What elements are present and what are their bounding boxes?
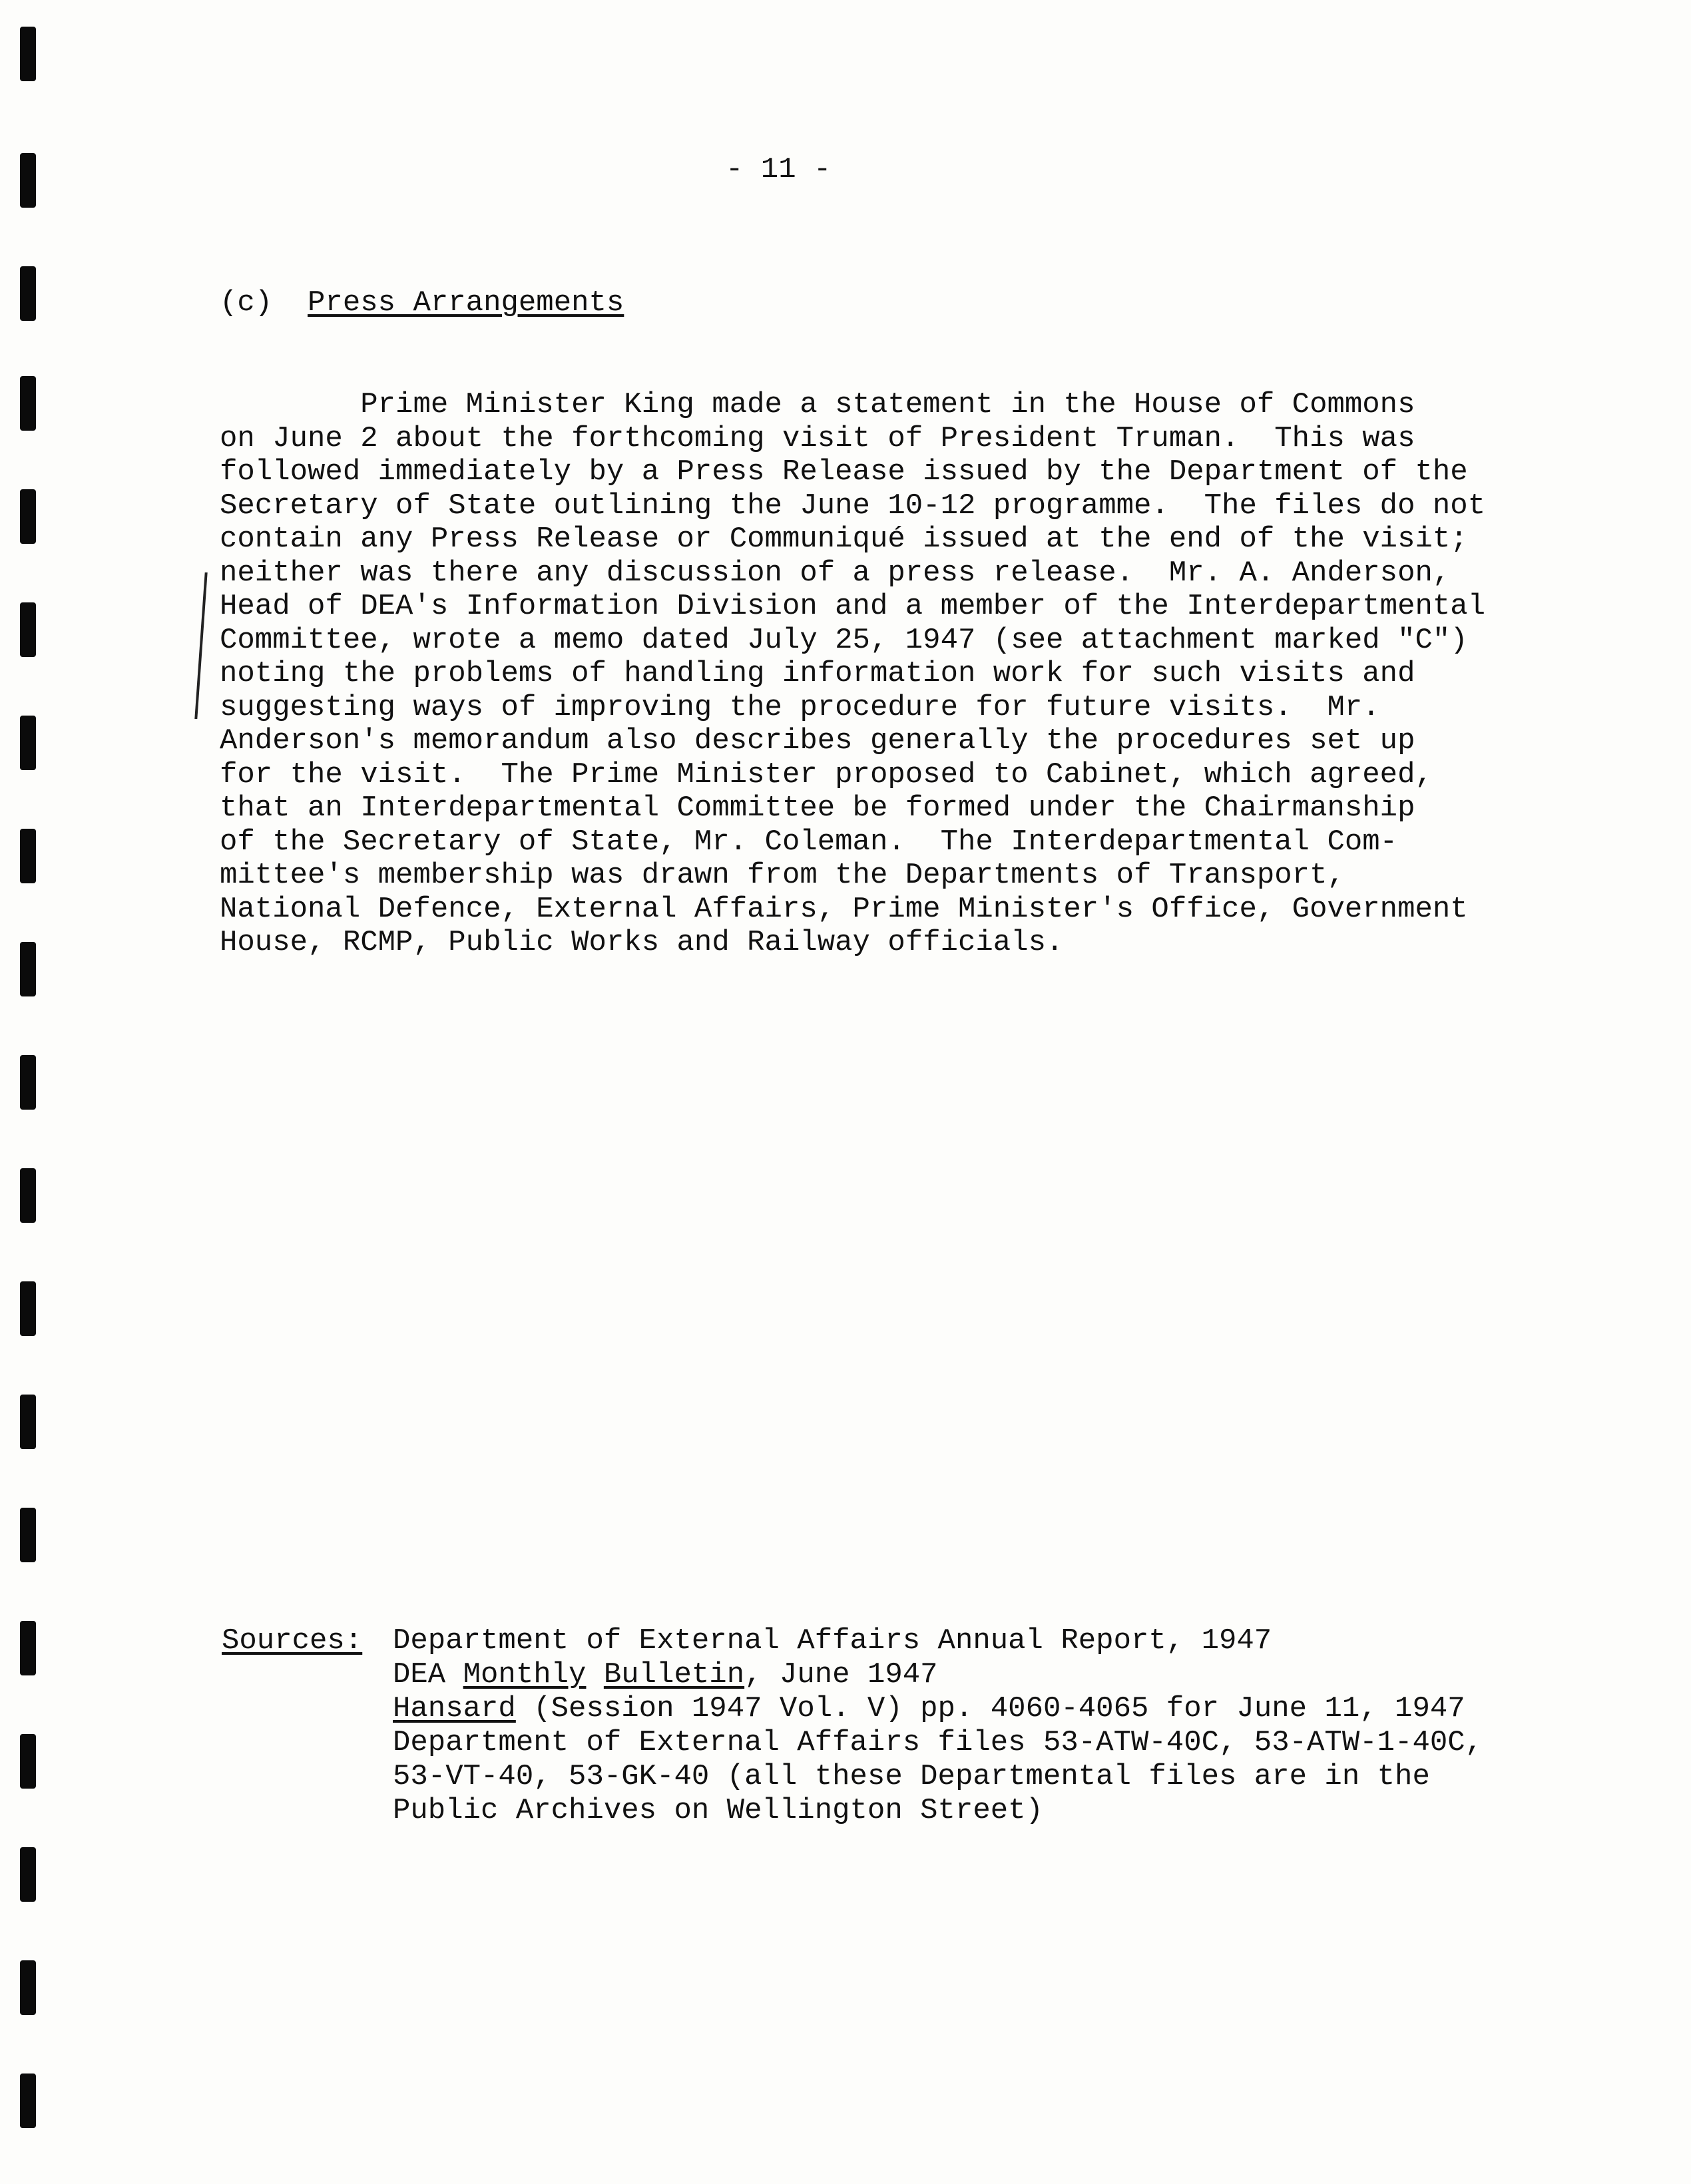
binder-hole	[20, 1621, 36, 1675]
binder-hole	[20, 1395, 36, 1449]
body-line: Prime Minister King made a statement in the House of Commons	[220, 388, 1415, 421]
margin-annotation-mark	[194, 572, 214, 719]
body-line: for the visit. The Prime Minister proposed to Cabinet, which agreed,	[220, 758, 1433, 791]
body-line: Head of DEA's Information Division and a member of the Interdepartmental	[220, 590, 1486, 623]
binder-hole	[20, 829, 36, 883]
source-entry: 53-VT-40, 53-GK-40 (all these Departmental files are in the	[393, 1760, 1430, 1793]
binder-hole	[20, 489, 36, 544]
source-entry	[393, 1658, 1658, 1692]
binder-hole	[20, 1508, 36, 1562]
sources-list	[393, 1624, 1658, 1828]
binder-hole	[20, 942, 36, 996]
body-line: suggesting ways of improving the procedure for future visits. Mr.	[220, 690, 1380, 724]
binder-hole	[20, 1847, 36, 1902]
body-line: Anderson's memorandum also describes generally the procedures set up	[220, 724, 1415, 758]
source-text: (Session 1947 Vol. V) pp. 4060-4065 for June 11, 1947	[515, 1692, 1465, 1725]
binder-hole	[20, 1281, 36, 1336]
section-title: Press Arrangements	[308, 286, 624, 320]
source-title: Hansard	[393, 1692, 516, 1725]
binder-hole	[20, 27, 36, 81]
body-line: Committee, wrote a memo dated July 25, 1947 (see attachment marked "C")	[220, 623, 1468, 657]
page-number: - 11 -	[726, 153, 832, 186]
body-line: noting the problems of handling information work for such visits and	[220, 657, 1415, 690]
section-marker: (c)	[220, 286, 273, 320]
source-entry: Public Archives on Wellington Street)	[393, 1794, 1043, 1827]
body-line: neither was there any discussion of a press release. Mr. A. Anderson,	[220, 556, 1451, 590]
body-line: Secretary of State outlining the June 10-12 programme. The files do not	[220, 489, 1486, 523]
binder-hole	[20, 1734, 36, 1789]
source-title: Bulletin	[603, 1658, 745, 1691]
sources-label: Sources:	[222, 1624, 363, 1657]
section-heading	[220, 286, 624, 320]
binder-hole	[20, 1055, 36, 1110]
body-paragraph	[220, 388, 1485, 960]
binder-hole	[20, 2074, 36, 2128]
body-line: contain any Press Release or Communiqué issued at the end of the visit;	[220, 523, 1468, 556]
binder-hole	[20, 716, 36, 770]
body-line: House, RCMP, Public Works and Railway officials.	[220, 926, 1064, 959]
source-text	[586, 1658, 603, 1691]
source-text: , June 1947	[744, 1658, 938, 1691]
binder-hole	[20, 376, 36, 431]
source-entry: Department of External Affairs files 53-ATW-40C, 53-ATW-1-40C,	[393, 1726, 1483, 1759]
binder-hole	[20, 1168, 36, 1223]
body-line: on June 2 about the forthcoming visit of President Truman. This was	[220, 421, 1415, 455]
source-entry: Department of External Affairs Annual Report, 1947	[393, 1624, 1272, 1657]
binder-hole	[20, 1960, 36, 2015]
source-text: DEA	[393, 1658, 463, 1691]
source-title: Monthly	[463, 1658, 587, 1691]
body-line: followed immediately by a Press Release issued by the Department of the	[220, 455, 1468, 489]
binder-hole	[20, 266, 36, 321]
binder-hole	[20, 602, 36, 657]
body-line: of the Secretary of State, Mr. Coleman. The Interdepartmental Com-	[220, 825, 1398, 859]
body-line: mittee's membership was drawn from the Departments of Transport,	[220, 859, 1345, 892]
binder-hole	[20, 153, 36, 208]
source-entry	[393, 1692, 1658, 1726]
body-line: that an Interdepartmental Committee be formed under the Chairmanship	[220, 791, 1415, 825]
body-line: National Defence, External Affairs, Prime Minister's Office, Government	[220, 892, 1468, 926]
